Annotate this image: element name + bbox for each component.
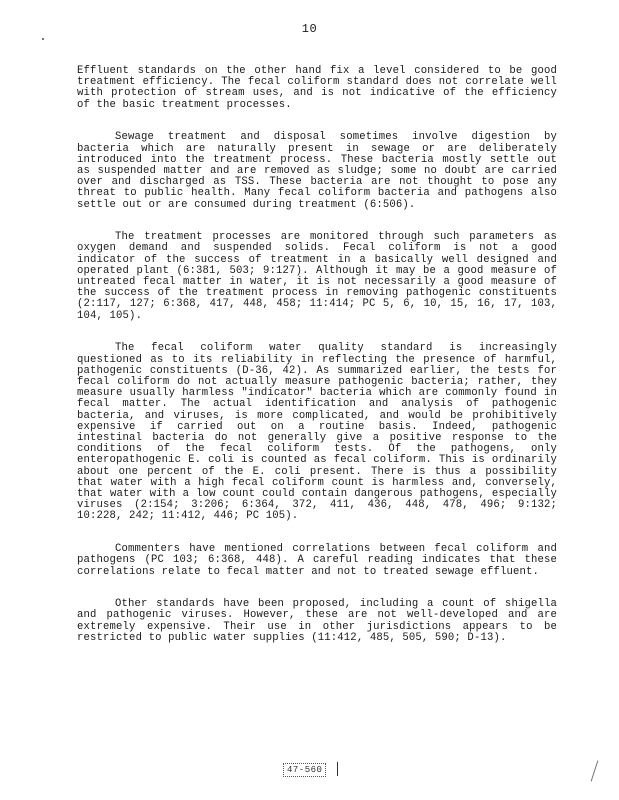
paragraph-treatment-monitoring: The treatment processes are monitored through such parameters as oxygen demand and suspended solids. Fecal coliform is not a good indicator of the success of treatment in a basically well designed and operated plant (6:381, 503; 9:127). Although it may be a good measure of untreated fecal matter in water, it is not necessarily a good measure of the success of the treatment process in removing pathogenic constituents (2:117, 127; 6:368, 417, 448, 458; 11:414; PC 5, 6, 10, 15, 16, 17, 103, 104, 105).	[77, 231, 557, 322]
scan-speck-mark	[42, 38, 44, 40]
footer-page-stamp: 47-560	[283, 763, 326, 777]
paragraph-fecal-coliform-standard: The fecal coliform water quality standard is increasingly questioned as to its reliability in reflecting the presence of harmful, pathogenic constituents (D-36, 42). As summarized earlier, the tests for fecal coliform do not actually measure pathogenic bacteria; rather, they measure usually harmless "indicator" bacteria which are commonly found in fecal matter. The actual identification and analysis of pathogenic bacteria, and viruses, is more complicated, and would be prohibitively expensive if carried out on a routine basis. Indeed, pathogenic intestinal bacteria do not generally give a positive response to the conditions of the fecal coliform tests. Of the pathogens, only enteropathogenic E. coli is counted as fecal coliform. This is ordinarily about one percent of the E. coli present. There is thus a possibility that water with a high fecal coliform count is harmless and, conversely, that water with a low count could contain dangerous pathogens, especially viruses (2:154; 3:206; 6:364, 372, 411, 436, 448, 478, 496; 9:132; 10:228, 242; 11:412, 446; PC 105).	[77, 342, 557, 523]
page-number: 10	[301, 22, 318, 36]
scan-margin-mark	[591, 760, 599, 781]
paragraph-effluent-standards: Effluent standards on the other hand fix a level considered to be good treatment efficiency. The fecal coliform standard does not correlate well with protection of stream uses, and is not indicative of the efficiency of the basic treatment processes.	[77, 65, 557, 111]
paragraph-sewage-treatment: Sewage treatment and disposal sometimes involve digestion by bacteria which are naturally present in sewage or are deliberately introduced into the treatment process. These bacteria mostly settle out as suspended matter and are removed as sludge; some no doubt are carried over and discharged as TSS. These bacteria are not thought to pose any threat to public health. Many fecal coliform bacteria and pathogens also settle out or are consumed during treatment (6:506).	[77, 131, 557, 211]
document-body	[77, 66, 557, 666]
stamp-tick-mark	[337, 762, 338, 776]
paragraph-commenters-correlations: Commenters have mentioned correlations between fecal coliform and pathogens (PC 103; 6:368, 448). A careful reading indicates that these correlations relate to fecal matter and not to treated sewage effluent.	[77, 543, 557, 578]
paragraph-other-standards: Other standards have been proposed, including a count of shigella and pathogenic viruses. However, these are not well-developed and are extremely expensive. Their use in other jurisdictions appears to be restricted to public water supplies (11:412, 485, 505, 590; D-13).	[77, 598, 557, 644]
